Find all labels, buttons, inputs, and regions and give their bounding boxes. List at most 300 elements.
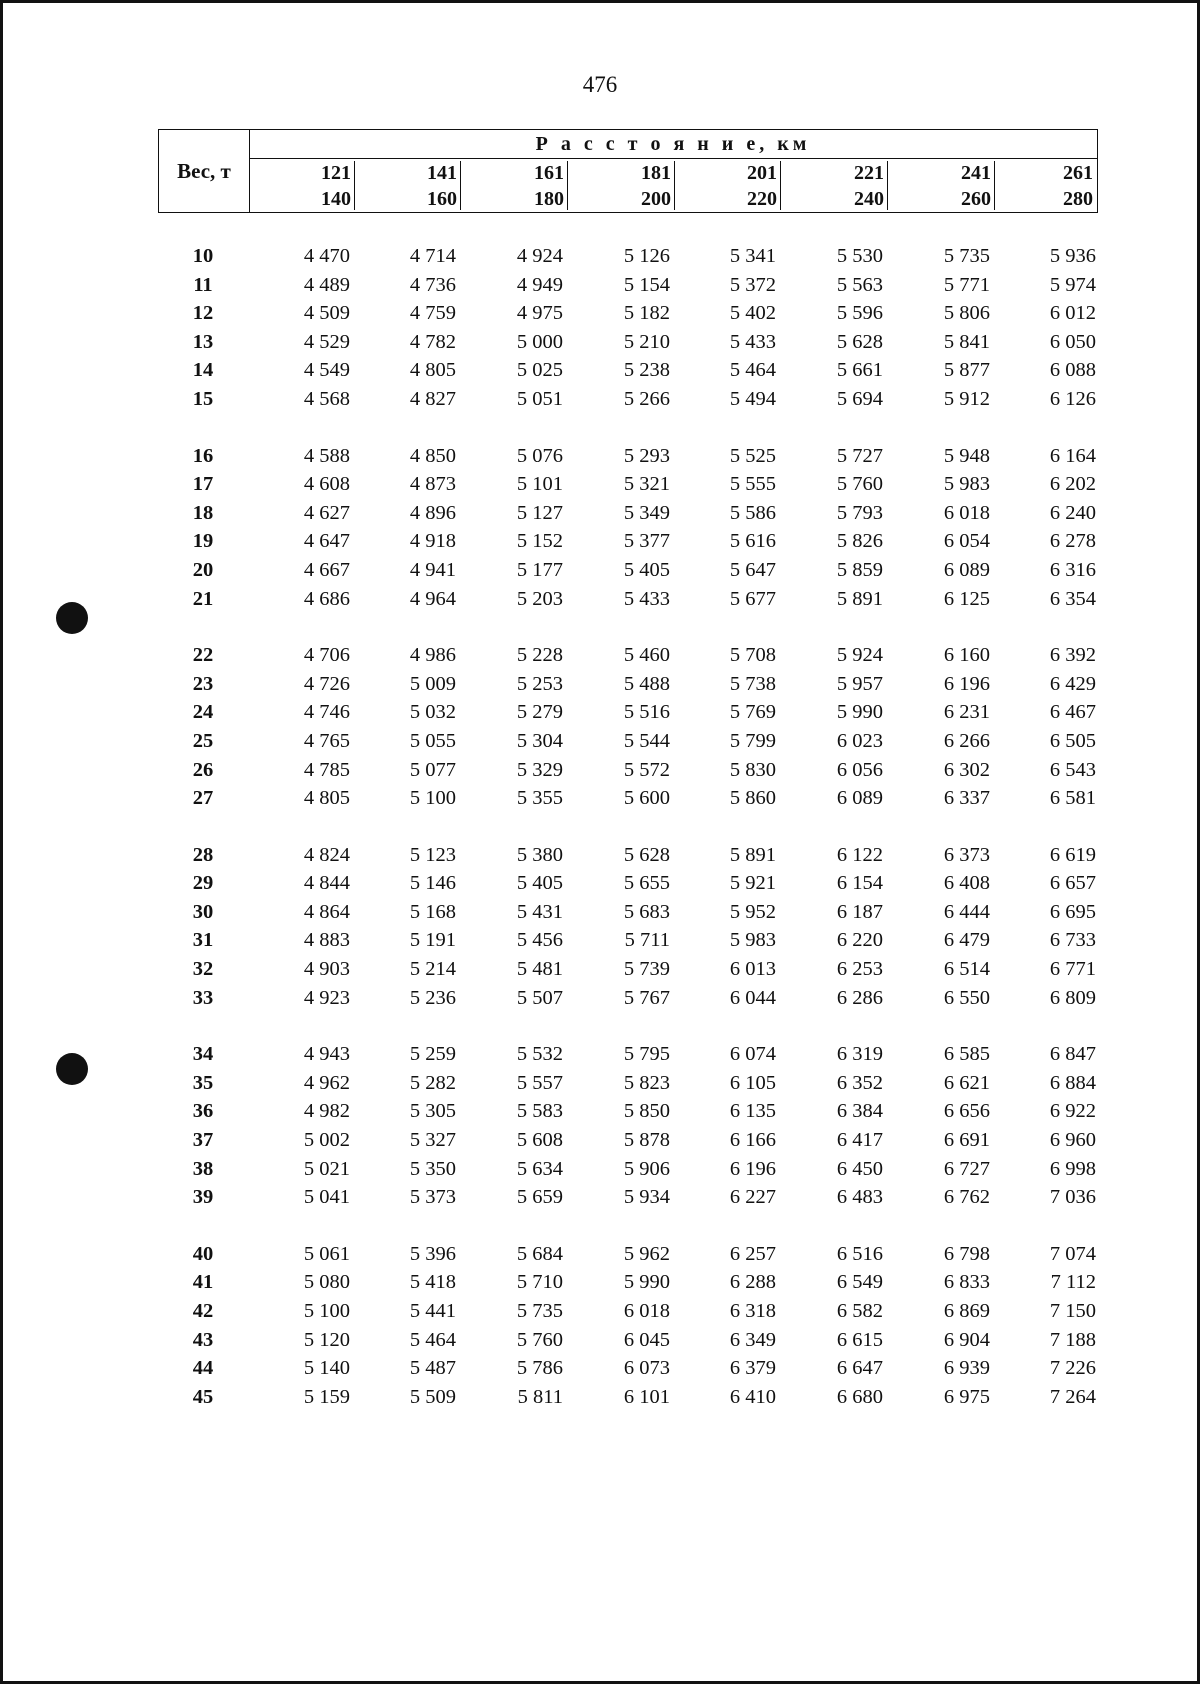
rate-cell: 6 302 bbox=[943, 758, 990, 781]
rate-cell: 5 921 bbox=[729, 872, 776, 895]
rate-cell: 5 727 bbox=[836, 444, 883, 467]
rate-cell: 5 990 bbox=[623, 1271, 670, 1294]
rate-cell: 6 550 bbox=[943, 986, 990, 1009]
rate-cell: 6 012 bbox=[1049, 302, 1096, 325]
rate-cell: 4 962 bbox=[303, 1071, 350, 1094]
rate-cell: 6 467 bbox=[1049, 701, 1096, 724]
table-row bbox=[158, 1329, 1098, 1358]
rate-cell: 5 795 bbox=[623, 1043, 670, 1066]
rate-cell: 5 077 bbox=[409, 758, 456, 781]
rate-cell: 6 231 bbox=[943, 701, 990, 724]
table-row bbox=[158, 530, 1098, 559]
rate-cell: 6 922 bbox=[1049, 1100, 1096, 1123]
rate-cell: 5 304 bbox=[516, 729, 563, 752]
rate-cell: 5 481 bbox=[516, 958, 563, 981]
weight-cell: 11 bbox=[193, 273, 213, 296]
weight-cell: 26 bbox=[192, 758, 214, 781]
rate-cell: 6 166 bbox=[729, 1129, 776, 1152]
rate-cell: 5 786 bbox=[516, 1357, 563, 1380]
rate-cell: 6 187 bbox=[836, 900, 883, 923]
rate-cell: 6 429 bbox=[1049, 672, 1096, 695]
range-from: 241 bbox=[961, 162, 991, 184]
rate-cell: 6 417 bbox=[836, 1129, 883, 1152]
rate-cell: 4 608 bbox=[303, 473, 350, 496]
rate-cell: 6 266 bbox=[943, 729, 990, 752]
table-row bbox=[158, 701, 1098, 730]
rate-cell: 6 202 bbox=[1049, 473, 1096, 496]
rate-cell: 5 647 bbox=[729, 558, 776, 581]
weight-cell: 41 bbox=[192, 1271, 214, 1294]
rate-cell: 6 278 bbox=[1049, 530, 1096, 553]
rate-cell: 4 873 bbox=[409, 473, 456, 496]
rate-cell: 6 647 bbox=[836, 1357, 883, 1380]
table-row bbox=[158, 359, 1098, 388]
rate-cell: 5 329 bbox=[516, 758, 563, 781]
weight-cell: 16 bbox=[192, 444, 214, 467]
rate-cell: 5 516 bbox=[623, 701, 670, 724]
rate-cell: 5 076 bbox=[516, 444, 563, 467]
rate-cell: 5 177 bbox=[516, 558, 563, 581]
rate-cell: 6 316 bbox=[1049, 558, 1096, 581]
rate-cell: 4 824 bbox=[303, 843, 350, 866]
rate-cell: 4 964 bbox=[409, 587, 456, 610]
rate-cell: 7 112 bbox=[1050, 1271, 1096, 1294]
rate-cell: 6 505 bbox=[1049, 729, 1096, 752]
weight-cell: 15 bbox=[192, 387, 214, 410]
range-from: 141 bbox=[427, 162, 457, 184]
rate-cell: 5 355 bbox=[516, 787, 563, 810]
rate-cell: 6 998 bbox=[1049, 1157, 1096, 1180]
table-row bbox=[158, 1158, 1098, 1187]
weight-cell: 30 bbox=[192, 900, 214, 923]
table-row bbox=[158, 872, 1098, 901]
rate-cell: 5 293 bbox=[623, 444, 670, 467]
rate-cell: 5 377 bbox=[623, 530, 670, 553]
table-row bbox=[158, 588, 1098, 617]
rate-cell: 6 373 bbox=[943, 843, 990, 866]
rate-cell: 5 168 bbox=[409, 900, 456, 923]
rate-cell: 5 948 bbox=[943, 444, 990, 467]
distance-range-label bbox=[854, 160, 884, 212]
rate-cell: 4 509 bbox=[303, 302, 350, 325]
rate-cell: 5 711 bbox=[624, 929, 670, 952]
rate-cell: 5 850 bbox=[623, 1100, 670, 1123]
weight-cell: 22 bbox=[192, 644, 214, 667]
rate-cell: 5 530 bbox=[836, 245, 883, 267]
rate-cell: 6 286 bbox=[836, 986, 883, 1009]
rate-cell: 5 259 bbox=[409, 1043, 456, 1066]
table-row bbox=[158, 1186, 1098, 1215]
rate-cell: 5 182 bbox=[623, 302, 670, 325]
rate-cell: 7 226 bbox=[1049, 1357, 1096, 1380]
rate-cell: 5 402 bbox=[729, 302, 776, 325]
rate-cell: 5 456 bbox=[516, 929, 563, 952]
rate-cell: 4 529 bbox=[303, 330, 350, 353]
rate-cell: 5 655 bbox=[623, 872, 670, 895]
rate-cell: 6 904 bbox=[943, 1328, 990, 1351]
table-row bbox=[158, 1300, 1098, 1329]
weight-cell: 42 bbox=[192, 1300, 214, 1322]
rate-cell: 6 088 bbox=[1049, 359, 1096, 382]
distance-range-label bbox=[747, 160, 777, 212]
rate-cell: 5 321 bbox=[623, 473, 670, 496]
rate-cell: 5 563 bbox=[836, 273, 883, 296]
rate-cell: 6 122 bbox=[836, 843, 883, 866]
table-row bbox=[158, 388, 1098, 417]
rate-cell: 5 957 bbox=[836, 672, 883, 695]
rate-cell: 6 089 bbox=[836, 787, 883, 810]
table-row bbox=[158, 1129, 1098, 1158]
rate-cell: 6 160 bbox=[943, 644, 990, 667]
table-row bbox=[158, 644, 1098, 673]
weight-cell: 23 bbox=[192, 672, 214, 695]
table-row bbox=[158, 929, 1098, 958]
rate-cell: 4 667 bbox=[303, 558, 350, 581]
rate-cell: 5 906 bbox=[623, 1157, 670, 1180]
rate-cell: 5 583 bbox=[516, 1100, 563, 1123]
rate-cell: 4 647 bbox=[303, 530, 350, 553]
weight-cell: 10 bbox=[192, 245, 214, 267]
rate-cell: 5 101 bbox=[516, 473, 563, 496]
rate-cell: 5 826 bbox=[836, 530, 883, 553]
rate-cell: 6 809 bbox=[1049, 986, 1096, 1009]
rate-cell: 5 341 bbox=[729, 245, 776, 267]
rate-cell: 5 555 bbox=[729, 473, 776, 496]
rate-cell: 5 279 bbox=[516, 701, 563, 724]
rate-cell: 5 509 bbox=[409, 1385, 456, 1408]
rate-cell: 6 479 bbox=[943, 929, 990, 952]
rate-cell: 4 759 bbox=[409, 302, 456, 325]
rate-cell: 6 619 bbox=[1049, 843, 1096, 866]
rate-cell: 6 733 bbox=[1049, 929, 1096, 952]
rate-cell: 6 240 bbox=[1049, 501, 1096, 524]
rate-cell: 6 126 bbox=[1049, 387, 1096, 410]
rate-cell: 5 214 bbox=[409, 958, 456, 981]
rate-cell: 5 349 bbox=[623, 501, 670, 524]
rate-cell: 6 013 bbox=[729, 958, 776, 981]
rate-cell: 5 983 bbox=[729, 929, 776, 952]
rate-cell: 6 227 bbox=[729, 1186, 776, 1209]
rate-cell: 5 100 bbox=[303, 1300, 350, 1322]
rate-cell: 4 470 bbox=[303, 245, 350, 267]
table-row bbox=[158, 987, 1098, 1016]
rate-cell: 6 410 bbox=[729, 1385, 776, 1408]
distance-range-label bbox=[534, 160, 564, 212]
weight-cell: 36 bbox=[192, 1100, 214, 1123]
rate-cell: 5 152 bbox=[516, 530, 563, 553]
rate-cell: 6 762 bbox=[943, 1186, 990, 1209]
rate-cell: 5 990 bbox=[836, 701, 883, 724]
rate-cell: 7 264 bbox=[1049, 1385, 1096, 1408]
rate-cell: 4 736 bbox=[409, 273, 456, 296]
rate-cell: 5 405 bbox=[623, 558, 670, 581]
range-from: 161 bbox=[534, 162, 564, 184]
rate-cell: 6 337 bbox=[943, 787, 990, 810]
rate-cell: 6 695 bbox=[1049, 900, 1096, 923]
rate-cell: 5 586 bbox=[729, 501, 776, 524]
rate-cell: 6 257 bbox=[729, 1242, 776, 1265]
rate-cell: 5 488 bbox=[623, 672, 670, 695]
rate-cell: 5 123 bbox=[409, 843, 456, 866]
rate-cell: 5 806 bbox=[943, 302, 990, 325]
range-to: 180 bbox=[534, 188, 564, 210]
rate-cell: 6 056 bbox=[836, 758, 883, 781]
rate-cell: 5 572 bbox=[623, 758, 670, 781]
table-row bbox=[158, 1386, 1098, 1415]
rate-cell: 5 433 bbox=[623, 587, 670, 610]
weight-cell: 38 bbox=[192, 1157, 214, 1180]
rate-cell: 5 628 bbox=[836, 330, 883, 353]
rate-cell: 5 405 bbox=[516, 872, 563, 895]
rate-cell: 4 883 bbox=[303, 929, 350, 952]
table-row bbox=[158, 730, 1098, 759]
rate-cell: 5 532 bbox=[516, 1043, 563, 1066]
weight-cell: 44 bbox=[192, 1357, 214, 1380]
rate-cell: 4 943 bbox=[303, 1043, 350, 1066]
rate-cell: 6 581 bbox=[1049, 787, 1096, 810]
table-row bbox=[158, 245, 1098, 274]
rate-cell: 6 089 bbox=[943, 558, 990, 581]
rate-cell: 5 051 bbox=[516, 387, 563, 410]
rate-cell: 5 159 bbox=[303, 1385, 350, 1408]
rate-cell: 4 726 bbox=[303, 672, 350, 695]
rate-cell: 5 525 bbox=[729, 444, 776, 467]
rate-cell: 4 549 bbox=[303, 359, 350, 382]
rate-cell: 6 018 bbox=[623, 1300, 670, 1322]
rate-cell: 7 074 bbox=[1049, 1242, 1096, 1265]
rate-cell: 6 354 bbox=[1049, 587, 1096, 610]
rate-cell: 6 253 bbox=[836, 958, 883, 981]
rate-cell: 5 080 bbox=[303, 1271, 350, 1294]
rate-cell: 5 146 bbox=[409, 872, 456, 895]
table-row bbox=[158, 274, 1098, 303]
distance-range-label bbox=[321, 160, 351, 212]
range-from: 181 bbox=[641, 162, 671, 184]
rate-cell: 6 847 bbox=[1049, 1043, 1096, 1066]
weight-cell: 39 bbox=[192, 1186, 214, 1209]
rate-cell: 6 379 bbox=[729, 1357, 776, 1380]
rate-cell: 5 464 bbox=[729, 359, 776, 382]
weight-cell: 19 bbox=[192, 530, 214, 553]
rate-cell: 5 266 bbox=[623, 387, 670, 410]
rate-cell: 6 196 bbox=[943, 672, 990, 695]
rate-cell: 5 760 bbox=[516, 1328, 563, 1351]
rate-cell: 4 975 bbox=[516, 302, 563, 325]
rate-cell: 5 021 bbox=[303, 1157, 350, 1180]
weight-cell: 34 bbox=[192, 1043, 214, 1066]
rate-cell: 5 952 bbox=[729, 900, 776, 923]
rate-cell: 6 318 bbox=[729, 1300, 776, 1322]
weight-column-header: Вес, т bbox=[159, 130, 250, 212]
rate-cell: 5 025 bbox=[516, 359, 563, 382]
rate-cell: 5 372 bbox=[729, 273, 776, 296]
rate-cell: 5 735 bbox=[516, 1300, 563, 1322]
rate-cell: 4 706 bbox=[303, 644, 350, 667]
table-row bbox=[158, 1100, 1098, 1129]
rate-cell: 5 739 bbox=[623, 958, 670, 981]
table-body bbox=[158, 245, 1098, 1414]
rate-cell: 5 507 bbox=[516, 986, 563, 1009]
rate-cell: 5 418 bbox=[409, 1271, 456, 1294]
weight-cell: 18 bbox=[192, 501, 214, 524]
page-number: 476 bbox=[582, 72, 618, 97]
rate-cell: 5 694 bbox=[836, 387, 883, 410]
rate-cell: 5 126 bbox=[623, 245, 670, 267]
rate-cell: 5 494 bbox=[729, 387, 776, 410]
rate-cell: 5 154 bbox=[623, 273, 670, 296]
rate-cell: 4 746 bbox=[303, 701, 350, 724]
rate-cell: 5 735 bbox=[943, 245, 990, 267]
rate-cell: 6 869 bbox=[943, 1300, 990, 1322]
rate-cell: 5 210 bbox=[623, 330, 670, 353]
rate-cell: 4 489 bbox=[303, 273, 350, 296]
distance-range-header bbox=[997, 159, 1097, 212]
rate-cell: 6 585 bbox=[943, 1043, 990, 1066]
rate-cell: 5 396 bbox=[409, 1242, 456, 1265]
rate-cell: 5 841 bbox=[943, 330, 990, 353]
rate-cell: 5 710 bbox=[516, 1271, 563, 1294]
rate-cell: 6 101 bbox=[623, 1385, 670, 1408]
rate-cell: 6 615 bbox=[836, 1328, 883, 1351]
rate-cell: 4 714 bbox=[409, 245, 456, 267]
rate-cell: 6 798 bbox=[943, 1242, 990, 1265]
rate-cell: 6 408 bbox=[943, 872, 990, 895]
rate-cell: 5 891 bbox=[729, 843, 776, 866]
rate-cell: 4 923 bbox=[303, 986, 350, 1009]
rate-cell: 5 191 bbox=[409, 929, 456, 952]
rate-cell: 5 282 bbox=[409, 1071, 456, 1094]
distance-range-header bbox=[251, 159, 355, 212]
punch-hole-mark bbox=[56, 602, 88, 634]
rate-cell: 6 727 bbox=[943, 1157, 990, 1180]
weight-cell: 25 bbox=[192, 729, 214, 752]
rate-cell: 5 860 bbox=[729, 787, 776, 810]
weight-cell: 28 bbox=[192, 843, 214, 866]
rate-cell: 6 054 bbox=[943, 530, 990, 553]
rate-cell: 5 140 bbox=[303, 1357, 350, 1380]
rate-cell: 6 164 bbox=[1049, 444, 1096, 467]
rate-cell: 6 582 bbox=[836, 1300, 883, 1322]
rate-cell: 6 833 bbox=[943, 1271, 990, 1294]
rate-cell: 5 009 bbox=[409, 672, 456, 695]
rate-cell: 6 349 bbox=[729, 1328, 776, 1351]
table-row bbox=[158, 759, 1098, 788]
rate-cell: 5 373 bbox=[409, 1186, 456, 1209]
rate-cell: 6 392 bbox=[1049, 644, 1096, 667]
rate-cell: 6 196 bbox=[729, 1157, 776, 1180]
rate-cell: 5 677 bbox=[729, 587, 776, 610]
weight-cell: 27 bbox=[192, 787, 214, 810]
range-to: 220 bbox=[747, 188, 777, 210]
distance-range-header bbox=[677, 159, 781, 212]
rate-cell: 6 656 bbox=[943, 1100, 990, 1123]
rate-cell: 6 939 bbox=[943, 1357, 990, 1380]
distance-range-header bbox=[890, 159, 995, 212]
rate-cell: 6 105 bbox=[729, 1071, 776, 1094]
rate-cell: 5 661 bbox=[836, 359, 883, 382]
table-row bbox=[158, 559, 1098, 588]
rate-cell: 6 074 bbox=[729, 1043, 776, 1066]
table-row bbox=[158, 502, 1098, 531]
weight-cell: 24 bbox=[192, 701, 214, 724]
rate-cell: 5 974 bbox=[1049, 273, 1096, 296]
rate-cell: 5 487 bbox=[409, 1357, 456, 1380]
rate-cell: 5 433 bbox=[729, 330, 776, 353]
table-row bbox=[158, 331, 1098, 360]
table-row bbox=[158, 1043, 1098, 1072]
rate-cell: 6 514 bbox=[943, 958, 990, 981]
rate-cell: 5 936 bbox=[1049, 245, 1096, 267]
rate-cell: 5 120 bbox=[303, 1328, 350, 1351]
table-row bbox=[158, 1271, 1098, 1300]
range-to: 240 bbox=[854, 188, 884, 210]
rate-cell: 6 352 bbox=[836, 1071, 883, 1094]
rate-cell: 4 827 bbox=[409, 387, 456, 410]
rate-cell: 5 000 bbox=[516, 330, 563, 353]
range-from: 121 bbox=[321, 162, 351, 184]
rate-cell: 6 288 bbox=[729, 1271, 776, 1294]
rate-cell: 4 588 bbox=[303, 444, 350, 467]
rate-cell: 6 384 bbox=[836, 1100, 883, 1123]
rate-cell: 6 543 bbox=[1049, 758, 1096, 781]
rate-cell: 4 864 bbox=[303, 900, 350, 923]
weight-cell: 20 bbox=[192, 558, 214, 581]
weight-cell: 32 bbox=[192, 958, 214, 981]
rate-cell: 6 220 bbox=[836, 929, 883, 952]
rate-cell: 6 884 bbox=[1049, 1071, 1096, 1094]
rate-cell: 5 238 bbox=[623, 359, 670, 382]
rate-cell: 5 628 bbox=[623, 843, 670, 866]
rate-cell: 5 799 bbox=[729, 729, 776, 752]
rate-cell: 5 061 bbox=[303, 1242, 350, 1265]
rate-cell: 4 924 bbox=[516, 245, 563, 267]
rate-cell: 5 912 bbox=[943, 387, 990, 410]
rate-cell: 4 949 bbox=[516, 273, 563, 296]
range-to: 160 bbox=[427, 188, 457, 210]
rate-cell: 5 305 bbox=[409, 1100, 456, 1123]
rate-cell: 7 188 bbox=[1049, 1328, 1096, 1351]
distance-range-label bbox=[427, 160, 457, 212]
rate-cell: 5 877 bbox=[943, 359, 990, 382]
rate-cell: 5 962 bbox=[623, 1242, 670, 1265]
rate-cell: 5 464 bbox=[409, 1328, 456, 1351]
weight-cell: 17 bbox=[192, 473, 214, 496]
rate-cell: 5 203 bbox=[516, 587, 563, 610]
rate-cell: 5 924 bbox=[836, 644, 883, 667]
rate-cell: 5 236 bbox=[409, 986, 456, 1009]
rate-cell: 5 041 bbox=[303, 1186, 350, 1209]
rate-cell: 4 850 bbox=[409, 444, 456, 467]
rate-cell: 5 600 bbox=[623, 787, 670, 810]
rate-cell: 5 859 bbox=[836, 558, 883, 581]
rate-cell: 5 771 bbox=[943, 273, 990, 296]
range-to: 140 bbox=[321, 188, 351, 210]
weight-cell: 43 bbox=[192, 1328, 214, 1351]
rate-cell: 4 941 bbox=[409, 558, 456, 581]
rate-cell: 6 444 bbox=[943, 900, 990, 923]
rate-cell: 6 154 bbox=[836, 872, 883, 895]
rate-cell: 7 036 bbox=[1049, 1186, 1096, 1209]
distance-header: Р а с с т о я н и е, км bbox=[249, 130, 1097, 159]
rate-cell: 5 032 bbox=[409, 701, 456, 724]
rate-cell: 6 657 bbox=[1049, 872, 1096, 895]
table-row bbox=[158, 302, 1098, 331]
rate-cell: 4 686 bbox=[303, 587, 350, 610]
rate-cell: 6 516 bbox=[836, 1242, 883, 1265]
rate-cell: 7 150 bbox=[1049, 1300, 1096, 1322]
rate-cell: 4 785 bbox=[303, 758, 350, 781]
rate-cell: 6 044 bbox=[729, 986, 776, 1009]
